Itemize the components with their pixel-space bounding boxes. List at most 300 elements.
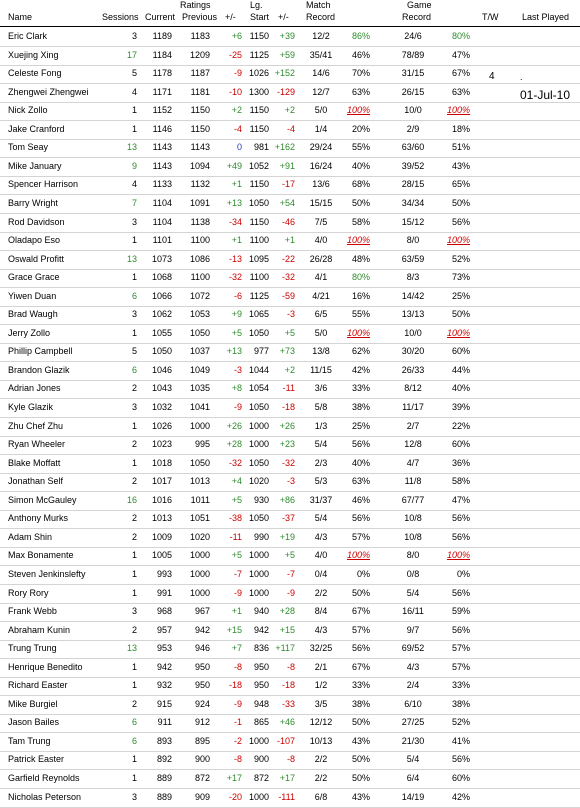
cell-gpct: 43%: [451, 160, 470, 171]
cell-pm: -8: [233, 661, 242, 672]
cell-name[interactable]: Jerry Zollo: [8, 327, 51, 338]
last-played-date: 01-Jul-10: [520, 88, 571, 102]
cell-start: 930: [253, 494, 269, 505]
cell-grec: 4/7: [406, 457, 420, 468]
cell-ses: 2: [131, 383, 137, 394]
cell-lpm: -7: [286, 568, 295, 579]
cell-lpm: +117: [275, 643, 295, 654]
cell-mrec: 4/1: [314, 272, 328, 283]
cell-grec: 10/8: [404, 531, 422, 542]
cell-pm: -34: [228, 216, 242, 227]
cell-grec: 14/19: [401, 791, 425, 802]
cell-lpm: -37: [281, 513, 295, 524]
cell-ses: 9: [131, 160, 137, 171]
cell-gpct: 56%: [451, 624, 470, 635]
cell-name[interactable]: Mike January: [8, 160, 62, 171]
table-row: [0, 714, 580, 733]
cell-gpct: 51%: [451, 142, 470, 153]
cell-grec: 10/8: [404, 513, 422, 524]
cell-name[interactable]: Garfield Reynolds: [8, 773, 80, 783]
cell-cur: 1023: [151, 439, 172, 450]
cell-grec: 14/42: [401, 290, 425, 301]
cell-mpct: 42%: [351, 364, 370, 375]
cell-lpm: -3: [286, 309, 295, 320]
cell-mrec: 5/4: [314, 439, 328, 450]
table-row: [0, 195, 580, 214]
cell-lpm: +2: [284, 105, 295, 116]
table-row: [0, 566, 580, 585]
header-tw: T/W: [482, 12, 499, 22]
cell-prev: 1132: [190, 179, 210, 190]
cell-mrec: 4/21: [312, 290, 330, 301]
cell-grec: 21/30: [401, 735, 425, 746]
table-row: [0, 84, 580, 103]
cell-prev: 924: [194, 698, 210, 709]
cell-grec: 16/11: [402, 606, 424, 617]
cell-gpct: 100%: [446, 105, 470, 116]
cell-start: 1050: [248, 327, 269, 338]
cell-prev: 1100: [190, 235, 210, 246]
cell-name[interactable]: Frank Webb: [8, 606, 57, 617]
cell-start: 1044: [248, 364, 269, 375]
cell-cur: 932: [156, 680, 172, 691]
cell-pm: -1: [233, 717, 242, 728]
cell-gpct: 40%: [451, 383, 470, 394]
cell-mpct: 67%: [351, 606, 370, 617]
cell-grec: 5/4: [406, 754, 420, 765]
cell-lpm: -9: [286, 587, 295, 598]
cell-cur: 1178: [152, 68, 172, 79]
cell-prev: 1150: [190, 105, 210, 116]
cell-cur: 1104: [152, 216, 172, 227]
table-row: [0, 622, 580, 641]
table-row: [0, 28, 580, 47]
cell-ses: 1: [131, 754, 137, 765]
cell-grec: 13/13: [401, 309, 425, 320]
cell-lpm: -59: [281, 290, 295, 301]
cell-gpct: 18%: [451, 123, 470, 134]
table-row: [0, 121, 580, 140]
cell-ses: 6: [131, 717, 137, 728]
cell-name[interactable]: Abraham Kunin: [8, 624, 71, 635]
cell-gpct: 100%: [446, 235, 470, 246]
table-row: [0, 696, 580, 715]
cell-grec: 2/7: [406, 420, 420, 431]
cell-name[interactable]: Patrick Easter: [8, 754, 65, 765]
cell-pm: -20: [228, 791, 242, 802]
cell-name[interactable]: Barry Wright: [8, 197, 58, 208]
cell-pm: +5: [231, 550, 242, 561]
cell-cur: 1146: [152, 123, 172, 134]
cell-grec: 0/8: [406, 568, 420, 579]
cell-mpct: 100%: [346, 235, 370, 246]
cell-grec: 34/34: [401, 197, 425, 208]
cell-prev: 912: [194, 717, 210, 728]
cell-prev: 967: [194, 606, 210, 617]
cell-cur: 1017: [151, 476, 172, 487]
cell-start: 940: [253, 606, 269, 617]
cell-name[interactable]: Richard Easter: [8, 680, 68, 691]
cell-mrec: 5/0: [314, 327, 328, 338]
cell-name[interactable]: Spencer Harrison: [8, 179, 79, 190]
cell-name[interactable]: Brad Waugh: [8, 309, 58, 320]
table-row: [0, 492, 580, 511]
cell-gpct: 56%: [451, 513, 470, 524]
cell-mpct: 57%: [351, 531, 370, 542]
cell-mpct: 50%: [351, 754, 370, 765]
cell-mpct: 33%: [351, 680, 370, 691]
cell-pm: +2: [231, 105, 242, 116]
cell-name[interactable]: Anthony Murks: [8, 513, 69, 524]
cell-cur: 1066: [151, 290, 172, 301]
cell-grec: 63/60: [401, 142, 425, 153]
table-row: [0, 47, 580, 66]
cell-name[interactable]: Jason Bailes: [8, 717, 60, 728]
cell-ses: 2: [131, 624, 137, 635]
cell-name[interactable]: Max Bonamente: [8, 550, 74, 561]
cell-ses: 2: [131, 439, 137, 450]
cell-pm: -2: [233, 735, 242, 746]
cell-prev: 1100: [190, 272, 210, 283]
cell-start: 1050: [248, 513, 269, 524]
table-row: [0, 789, 580, 808]
cell-prev: 1187: [190, 68, 210, 79]
cell-gpct: 38%: [451, 698, 470, 709]
cell-ses: 1: [131, 550, 137, 561]
cell-mrec: 3/5: [314, 698, 328, 709]
cell-mpct: 46%: [351, 494, 370, 505]
cell-start: 1000: [248, 550, 269, 561]
cell-lpm: -107: [276, 735, 295, 746]
cell-ses: 3: [131, 216, 137, 227]
cell-name[interactable]: Yiwen Duan: [8, 290, 57, 301]
cell-mpct: 40%: [351, 457, 370, 468]
cell-lpm: +46: [279, 717, 295, 728]
cell-pm: -11: [229, 531, 242, 542]
cell-prev: 1143: [190, 142, 210, 153]
table-row: [0, 399, 580, 418]
cell-prev: 1094: [189, 160, 210, 171]
table-row: [0, 176, 580, 195]
cell-name[interactable]: Adam Shin: [8, 531, 53, 542]
cell-lpm: -22: [281, 253, 295, 264]
cell-mpct: 55%: [351, 309, 370, 320]
cell-lpm: -3: [286, 476, 295, 487]
cell-start: 1000: [248, 587, 269, 598]
cell-cur: 953: [156, 643, 172, 654]
header-lg-group: Lg.: [250, 0, 263, 10]
cell-start: 872: [253, 773, 269, 783]
cell-lpm: +19: [279, 531, 295, 542]
cell-pm: +5: [231, 327, 242, 338]
cell-ses: 2: [131, 476, 137, 487]
cell-mpct: 56%: [351, 513, 370, 524]
header-start: Start: [250, 12, 270, 22]
cell-lpm: -18: [281, 402, 295, 412]
cell-prev: 1183: [190, 31, 210, 41]
table-row: [0, 139, 580, 158]
cell-name[interactable]: Rory Rory: [8, 587, 49, 598]
cell-grec: 12/8: [404, 439, 422, 450]
cell-pm: +13: [226, 197, 242, 208]
cell-prev: 1072: [189, 290, 210, 301]
cell-gpct: 60%: [451, 439, 470, 450]
cell-ses: 5: [131, 346, 137, 357]
cell-gpct: 56%: [451, 531, 470, 542]
cell-lpm: -129: [276, 86, 295, 97]
cell-mpct: 80%: [351, 272, 370, 283]
cell-name[interactable]: Kyle Glazik: [8, 402, 54, 412]
cell-lpm: +17: [279, 773, 295, 783]
cell-mpct: 50%: [351, 197, 370, 208]
cell-pm: 0: [236, 142, 242, 153]
cell-lpm: -32: [281, 457, 295, 468]
cell-mpct: 58%: [351, 216, 370, 227]
cell-cur: 1009: [151, 531, 172, 542]
cell-grec: 27/25: [401, 717, 425, 728]
cell-ses: 1: [131, 568, 137, 579]
cell-lpm: -32: [281, 272, 295, 283]
cell-mrec: 13/8: [312, 346, 330, 357]
cell-name[interactable]: Celeste Fong: [8, 68, 62, 79]
cell-name[interactable]: Phillip Campbell: [8, 346, 73, 357]
cell-pm: +6: [231, 31, 242, 41]
cell-lpm: +152: [274, 68, 295, 79]
table-row: [0, 65, 580, 84]
cell-cur: 889: [156, 791, 172, 802]
cell-ses: 1: [131, 272, 137, 283]
cell-cur: 915: [156, 698, 172, 709]
cell-ses: 4: [131, 179, 137, 190]
cell-cur: 1101: [152, 235, 172, 246]
table-row: [0, 585, 580, 604]
table-row: [0, 547, 580, 566]
cell-name[interactable]: Nick Zollo: [8, 105, 48, 116]
cell-mrec: 3/6: [314, 383, 328, 394]
cell-gpct: 52%: [451, 717, 470, 728]
cell-start: 1020: [248, 476, 269, 487]
cell-gpct: 22%: [451, 420, 470, 431]
cell-pm: -6: [233, 290, 242, 301]
cell-mpct: 68%: [351, 179, 370, 190]
cell-mrec: 2/2: [314, 773, 328, 783]
cell-grec: 39/52: [401, 160, 425, 171]
cell-ses: 1: [131, 420, 137, 431]
cell-gpct: 67%: [451, 68, 470, 79]
table-row: [0, 751, 580, 770]
cell-mrec: 4/3: [314, 531, 328, 542]
cell-ses: 6: [131, 290, 137, 301]
cell-prev: 1041: [189, 402, 210, 412]
cell-ses: 6: [131, 735, 137, 746]
cell-mrec: 12/7: [312, 86, 330, 97]
cell-start: 950: [253, 661, 269, 672]
cell-name[interactable]: Jake Cranford: [8, 123, 65, 134]
cell-name[interactable]: Steven Jenkinslefty: [8, 568, 86, 579]
cell-prev: 1037: [189, 346, 210, 357]
table-row: [0, 269, 580, 288]
table-row: [0, 343, 580, 362]
cell-cur: 942: [156, 661, 172, 672]
header-last-played: Last Played: [522, 12, 570, 22]
cell-start: 948: [253, 698, 269, 709]
cell-mrec: 13/6: [312, 179, 330, 190]
cell-mpct: 50%: [351, 773, 370, 783]
cell-name[interactable]: Tom Seay: [8, 142, 49, 153]
cell-name[interactable]: Ryan Wheeler: [8, 439, 66, 450]
cell-name[interactable]: Zhengwei Zhengwei: [8, 86, 89, 97]
table-row: [0, 510, 580, 529]
cell-name[interactable]: Tam Trung: [8, 735, 51, 746]
cell-cur: 889: [156, 773, 172, 783]
cell-gpct: 56%: [451, 587, 470, 598]
cell-lpm: -8: [286, 661, 295, 672]
cell-name[interactable]: Simon McGauley: [8, 494, 77, 505]
cell-grec: 8/3: [406, 272, 420, 283]
cell-lpm: +5: [284, 327, 295, 338]
header-match-record: Record: [306, 12, 336, 22]
cell-name[interactable]: Eric Clark: [8, 31, 48, 41]
cell-mpct: 0%: [356, 568, 370, 579]
cell-pm: -38: [228, 513, 242, 524]
cell-start: 977: [253, 346, 269, 357]
cell-name[interactable]: Jonathan Self: [8, 476, 64, 487]
cell-ses: 1: [131, 680, 137, 691]
cell-pm: -4: [233, 123, 242, 134]
cell-gpct: 65%: [451, 179, 470, 190]
cell-lpm: +23: [279, 439, 295, 450]
cell-mrec: 2/1: [314, 661, 328, 672]
cell-start: 1000: [248, 735, 269, 746]
cell-ses: 13: [126, 253, 137, 264]
cell-mrec: 5/3: [314, 476, 328, 487]
cell-name[interactable]: Nicholas Peterson: [8, 791, 82, 802]
table-row: [0, 214, 580, 233]
table-row: [0, 306, 580, 325]
cell-ses: 5: [131, 68, 137, 79]
cell-gpct: 59%: [451, 606, 470, 617]
cell-ses: 3: [131, 402, 137, 412]
cell-prev: 1050: [189, 457, 210, 468]
cell-lpm: -11: [282, 383, 295, 394]
cell-name[interactable]: Brandon Glazik: [8, 364, 70, 375]
cell-prev: 1000: [189, 550, 210, 561]
cell-name[interactable]: Zhu Chef Zhu: [8, 420, 64, 431]
cell-mpct: 50%: [351, 587, 370, 598]
cell-cur: 1026: [151, 420, 172, 431]
cell-lpm: -4: [286, 123, 295, 134]
cell-ses: 1: [131, 123, 137, 134]
cell-prev: 1181: [190, 86, 210, 97]
cell-mrec: 10/13: [309, 735, 333, 746]
cell-cur: 991: [156, 587, 172, 598]
cell-mrec: 31/37: [309, 494, 333, 505]
cell-name[interactable]: Henrique Benedito: [8, 661, 83, 672]
cell-start: 1100: [249, 235, 269, 246]
table-row: [0, 770, 580, 789]
cell-pm: -18: [228, 680, 242, 691]
cell-pm: +26: [226, 420, 242, 431]
cell-gpct: 41%: [451, 735, 470, 746]
cell-cur: 1184: [152, 49, 172, 60]
cell-ses: 3: [131, 309, 137, 320]
cell-cur: 911: [157, 717, 172, 728]
cell-lpm: -33: [281, 698, 295, 709]
cell-gpct: 60%: [451, 773, 470, 783]
cell-cur: 993: [156, 568, 172, 579]
cell-cur: 1143: [152, 160, 172, 171]
header-game-group: Game: [407, 0, 432, 10]
cell-gpct: 50%: [451, 309, 470, 320]
cell-mrec: 2/2: [314, 587, 328, 598]
cell-mrec: 7/5: [314, 216, 328, 227]
table-row: [0, 473, 580, 492]
cell-name[interactable]: Trung Trung: [8, 643, 57, 654]
cell-gpct: 52%: [451, 253, 470, 264]
cell-ses: 3: [131, 31, 137, 41]
cell-cur: 1143: [152, 142, 172, 153]
cell-lpm: +162: [274, 142, 295, 153]
cell-grec: 8/0: [406, 550, 420, 561]
cell-pm: -9: [233, 698, 242, 709]
cell-lpm: +28: [279, 606, 295, 617]
table-row: [0, 102, 580, 121]
cell-mpct: 48%: [351, 253, 370, 264]
cell-grec: 9/7: [406, 624, 420, 635]
cell-cur: 1171: [152, 86, 172, 97]
cell-name[interactable]: Grace Grace: [8, 272, 60, 283]
header-rule: [0, 26, 580, 27]
cell-name[interactable]: Mike Burgiel: [8, 698, 58, 709]
cell-name[interactable]: Xuejing Xing: [8, 49, 59, 60]
cell-name[interactable]: Oswald Profitt: [8, 253, 65, 264]
header-sessions: Sessions: [102, 12, 139, 22]
cell-mpct: 100%: [346, 550, 370, 561]
cell-mrec: 14/6: [312, 68, 330, 79]
cell-cur: 893: [156, 735, 172, 746]
cell-grec: 15/12: [401, 216, 425, 227]
cell-gpct: 25%: [451, 290, 470, 301]
cell-name[interactable]: Blake Moffatt: [8, 457, 61, 468]
cell-ses: 3: [131, 791, 137, 802]
cell-ses: 2: [131, 513, 137, 524]
cell-grec: 67/77: [401, 494, 425, 505]
cell-start: 1150: [249, 105, 269, 116]
cell-pm: -7: [233, 568, 242, 579]
cell-pm: -9: [233, 402, 242, 412]
cell-name[interactable]: Adrian Jones: [8, 383, 61, 394]
cell-grec: 6/4: [406, 773, 420, 783]
cell-name[interactable]: Rod Davidson: [8, 216, 65, 227]
cell-prev: 942: [194, 624, 210, 635]
cell-pm: -32: [228, 457, 242, 468]
cell-cur: 892: [156, 754, 172, 765]
header-plusminus: +/-: [225, 12, 236, 22]
cell-cur: 968: [156, 606, 172, 617]
cell-ses: 7: [131, 197, 137, 208]
cell-pm: +9: [231, 309, 242, 320]
table-row: [0, 677, 580, 696]
cell-lpm: +2: [284, 364, 295, 375]
cell-start: 950: [253, 680, 269, 691]
header-current: Current: [145, 12, 176, 22]
cell-name[interactable]: Oladapo Eso: [8, 235, 61, 246]
cell-cur: 1133: [152, 179, 172, 190]
cell-start: 1000: [248, 439, 269, 450]
cell-cur: 1005: [151, 550, 172, 561]
cell-lpm: +73: [279, 346, 295, 357]
cell-grec: 4/3: [406, 661, 420, 672]
